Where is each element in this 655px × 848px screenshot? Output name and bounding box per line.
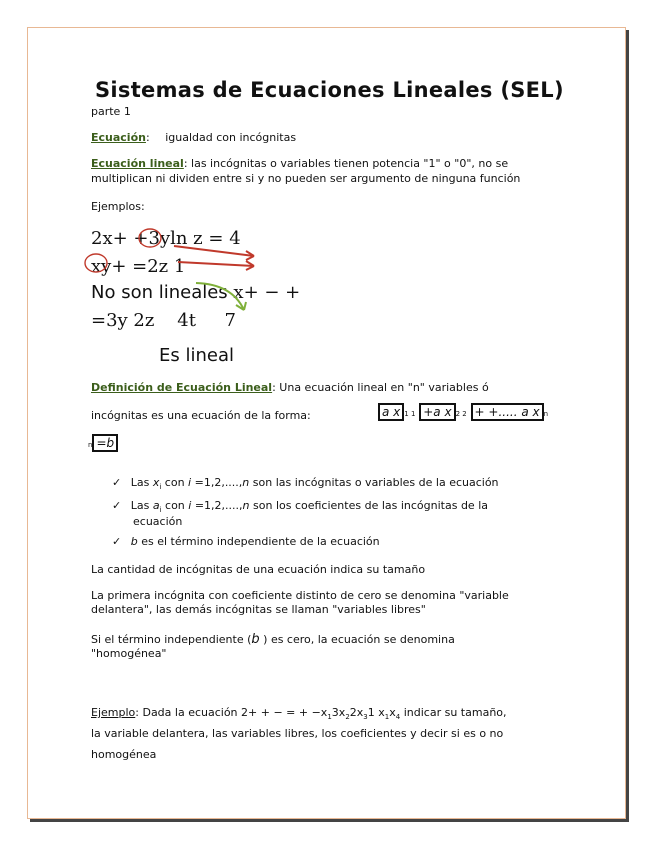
ejemplo-line3: homogénea bbox=[91, 748, 157, 761]
bullet-1-post: con bbox=[161, 476, 189, 489]
bullet-3-post: es el término independiente de la ecuación bbox=[137, 535, 380, 548]
paragraph-1: La cantidad de incógnitas de una ecuación indica su tamaño bbox=[91, 563, 426, 576]
subtitle: parte 1 bbox=[91, 105, 131, 118]
bullet-1-sym: x bbox=[152, 476, 160, 489]
bullet-2 bbox=[112, 499, 488, 514]
definicion-text1: : Una ecuación lineal en "n" variables ó bbox=[272, 381, 489, 394]
ejemplo-line1 bbox=[91, 706, 507, 721]
circle-mark-icon bbox=[85, 254, 107, 272]
ejemplo-line2: la variable delantera, las variables libres, los coeficientes y decir si es o no bbox=[91, 727, 504, 740]
page-title: Sistemas de Ecuaciones Lineales (SEL) bbox=[95, 78, 564, 102]
term-sub-2: 2 2 bbox=[455, 410, 467, 418]
bullet-1-post3: son las incógnitas o variables de la ecuación bbox=[249, 476, 499, 489]
circle-mark-icon bbox=[139, 229, 161, 247]
paragraph-3a-b: b bbox=[251, 632, 260, 647]
paragraph-3a-text: Si el término independiente ( bbox=[91, 633, 252, 646]
no-lineales-label: No son lineales bbox=[91, 282, 228, 303]
ejemplo-sub-1: 1 bbox=[327, 713, 332, 722]
ejemplo-part-g: 1 x bbox=[367, 706, 385, 719]
es-lineal-label: Es lineal bbox=[159, 345, 234, 366]
example-eq3-tail: x+ − + bbox=[233, 282, 301, 303]
ecuacion-definition: igualdad con incógnitas bbox=[165, 131, 297, 144]
paragraph-2b: delantera", las demás incógnitas se llaman "variables libres" bbox=[91, 603, 426, 616]
ejemplo-part-i: x bbox=[389, 706, 396, 719]
bullet-3 bbox=[112, 535, 380, 548]
ecuacion-term: Ecuación bbox=[91, 131, 146, 144]
arrow-red-icon bbox=[174, 246, 254, 256]
ecuacion-sep: : bbox=[145, 131, 150, 144]
linear-form-end bbox=[88, 436, 118, 450]
bullet-2-post: con bbox=[161, 499, 189, 512]
paragraph-2a: La primera incógnita con coeficiente distinto de cero se denomina "variable bbox=[91, 589, 509, 602]
definicion-term: Definición de Ecuación Lineal bbox=[91, 381, 273, 394]
bullet-2-sym: a bbox=[152, 499, 160, 512]
example-eq1: 2x+ +3yln z = 4 bbox=[91, 228, 241, 249]
bullet-1-pre: Las bbox=[130, 476, 153, 489]
bullet-1-post2: =1,2,...., bbox=[191, 476, 243, 489]
paragraph-3b: "homogénea" bbox=[91, 647, 167, 660]
bullet-2-sym2: i bbox=[188, 499, 192, 512]
bullet-2-pre: Las bbox=[130, 499, 153, 512]
check-icon: ✓ bbox=[112, 535, 122, 548]
ejemplo-part-e: 2x bbox=[349, 706, 364, 719]
bullet-1-sub: i bbox=[159, 483, 162, 492]
bullet-2-cont: ecuación bbox=[133, 515, 183, 528]
term-sub-4: n bbox=[88, 441, 93, 449]
arrow-red-icon bbox=[178, 262, 254, 266]
bullet-3-sym: b bbox=[130, 535, 138, 548]
ejemplo-part-k: indicar su tamaño, bbox=[400, 706, 507, 719]
paragraph-3a bbox=[91, 632, 455, 647]
ecuacion-lineal-text1: : las incógnitas o variables tienen potencia "1" o "0", no se bbox=[183, 157, 509, 170]
check-icon: ✓ bbox=[112, 499, 122, 512]
ejemplo-sub-4: 1 bbox=[384, 713, 390, 722]
ecuacion-lineal-term: Ecuación lineal bbox=[91, 157, 184, 170]
ejemplo-sub-3: 3 bbox=[363, 713, 368, 722]
definicion-line1 bbox=[91, 381, 489, 394]
bullet-1 bbox=[112, 476, 499, 491]
example-eq4: =3y 2z 4t 7 bbox=[91, 310, 236, 331]
ejemplo-part-c: 3x bbox=[331, 706, 346, 719]
bullet-1-sym2: i bbox=[188, 476, 192, 489]
ejemplo-sub-5: 4 bbox=[395, 713, 401, 722]
bullet-2-post2: =1,2,...., bbox=[191, 499, 243, 512]
ejemplos-label: Ejemplos: bbox=[91, 200, 145, 213]
bullet-2-sym3: n bbox=[242, 499, 250, 512]
ejemplo-term: Ejemplo bbox=[91, 706, 136, 719]
check-icon: ✓ bbox=[112, 476, 122, 489]
definicion-line2: incógnitas es una ecuación de la forma: bbox=[91, 409, 311, 422]
ejemplo-sub-2: 2 bbox=[345, 713, 350, 722]
term-box-2: +a x bbox=[419, 403, 455, 421]
example-eq2: xy+ =2z 1 bbox=[91, 256, 186, 277]
paragraph-3a-tail: ) es cero, la ecuación se denomina bbox=[259, 633, 455, 646]
bullet-2-sub: i bbox=[159, 506, 162, 515]
bullet-1-sym3: n bbox=[242, 476, 250, 489]
ejemplo-line1-text: : Dada la ecuación 2+ + − = + −x bbox=[135, 706, 328, 719]
bullet-2-post3: son los coeficientes de las incógnitas de la bbox=[249, 499, 488, 512]
term-sub-1: 1 1 bbox=[404, 410, 416, 418]
term-box-1: a x bbox=[378, 403, 404, 421]
term-box-4: =b bbox=[92, 434, 118, 452]
term-sub-3: n bbox=[543, 410, 549, 418]
linear-form-boxes bbox=[378, 405, 548, 419]
ecuacion-lineal-line2: multiplican ni dividen entre si y no pueden ser argumento de ninguna función bbox=[91, 172, 521, 185]
term-box-3: + +..... a x bbox=[471, 403, 544, 421]
